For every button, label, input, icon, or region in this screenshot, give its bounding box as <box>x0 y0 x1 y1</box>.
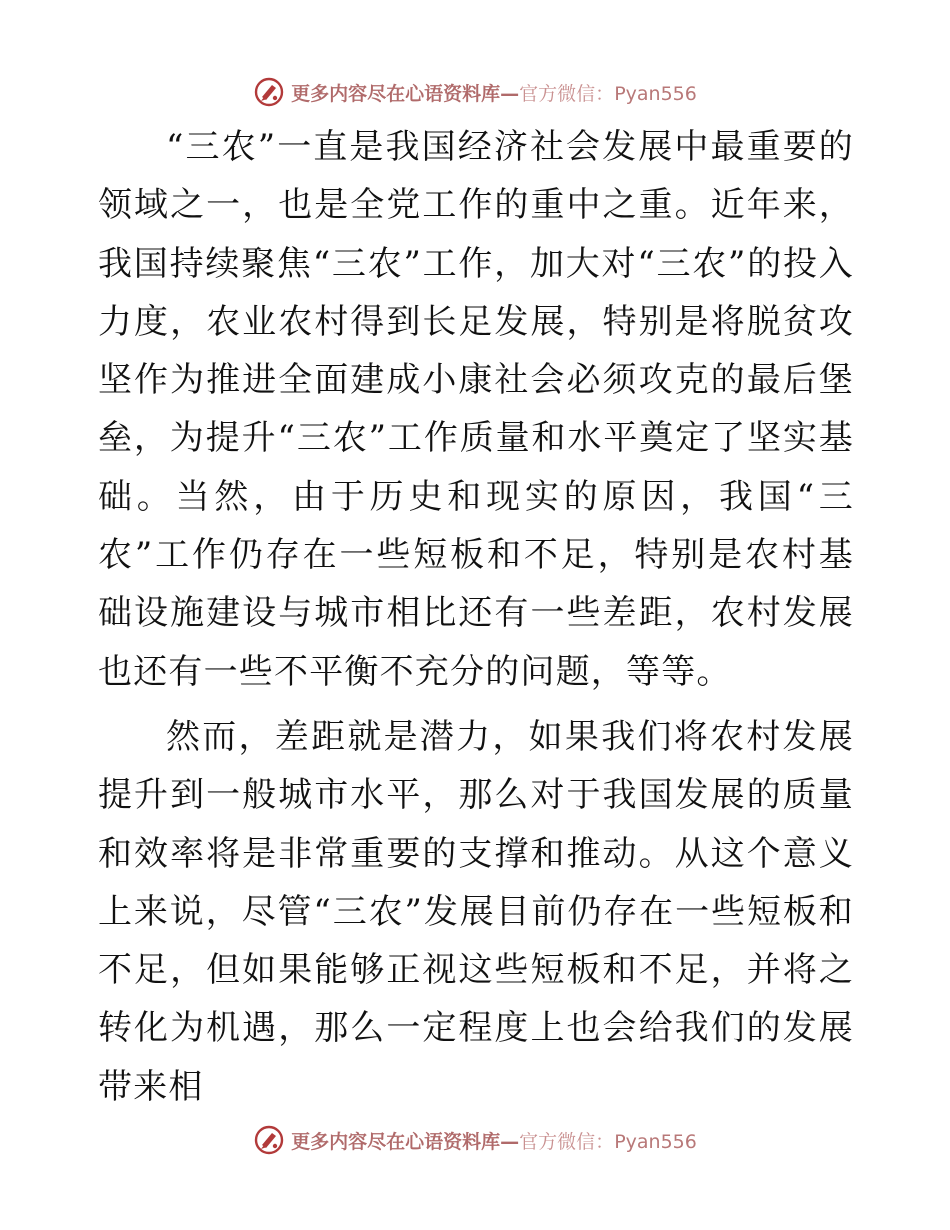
footer-banner-text <box>291 1127 697 1154</box>
header-banner-title: 更多内容尽在心语资料库 <box>291 82 501 105</box>
header-banner-text <box>291 79 697 106</box>
seal-logo-icon <box>253 76 285 108</box>
footer-banner-wechat-label: 官方微信： <box>519 1130 615 1153</box>
footer-banner-separator: — <box>500 1130 520 1153</box>
seal-logo-icon <box>253 1124 285 1156</box>
document-body <box>98 118 854 1116</box>
body-paragraph-1: “三农”一直是我国经济社会发展中最重要的领域之一，也是全党工作的重中之重。近年来，我国持续聚焦“三农”工作，加大对“三农”的投入力度，农业农村得到长足发展，特别是将脱贫攻坚作为推进全面建成小康社会必须攻克的最后堡垒，为提升“三农”工作质量和水平奠定了坚实基础。当然，由于历史和现实的原因，我国“三农”工作仍存在一些短板和不足，特别是农村基础设施建设与城市相比还有一些差距，农村发展也还有一些不平衡不充分的问题，等等。 <box>98 127 854 692</box>
header-banner-wechat-label: 官方微信： <box>519 82 615 105</box>
header-banner-wechat-id: Pyan556 <box>614 82 697 105</box>
footer-banner-title: 更多内容尽在心语资料库 <box>291 1130 501 1153</box>
header-watermark-banner <box>0 72 950 112</box>
footer-watermark-banner <box>0 1120 950 1160</box>
footer-banner-wechat-id: Pyan556 <box>614 1130 697 1153</box>
body-paragraph-2: 然而，差距就是潜力，如果我们将农村发展提升到一般城市水平，那么对于我国发展的质量和效率将是非常重要的支撑和推动。从这个意义上来说，尽管“三农”发展目前仍存在一些短板和不足，但如果能够正视这些短板和不足，并将之转化为机遇，那么一定程度上也会给我们的发展带来相 <box>98 716 854 1107</box>
header-banner-separator: — <box>500 82 520 105</box>
